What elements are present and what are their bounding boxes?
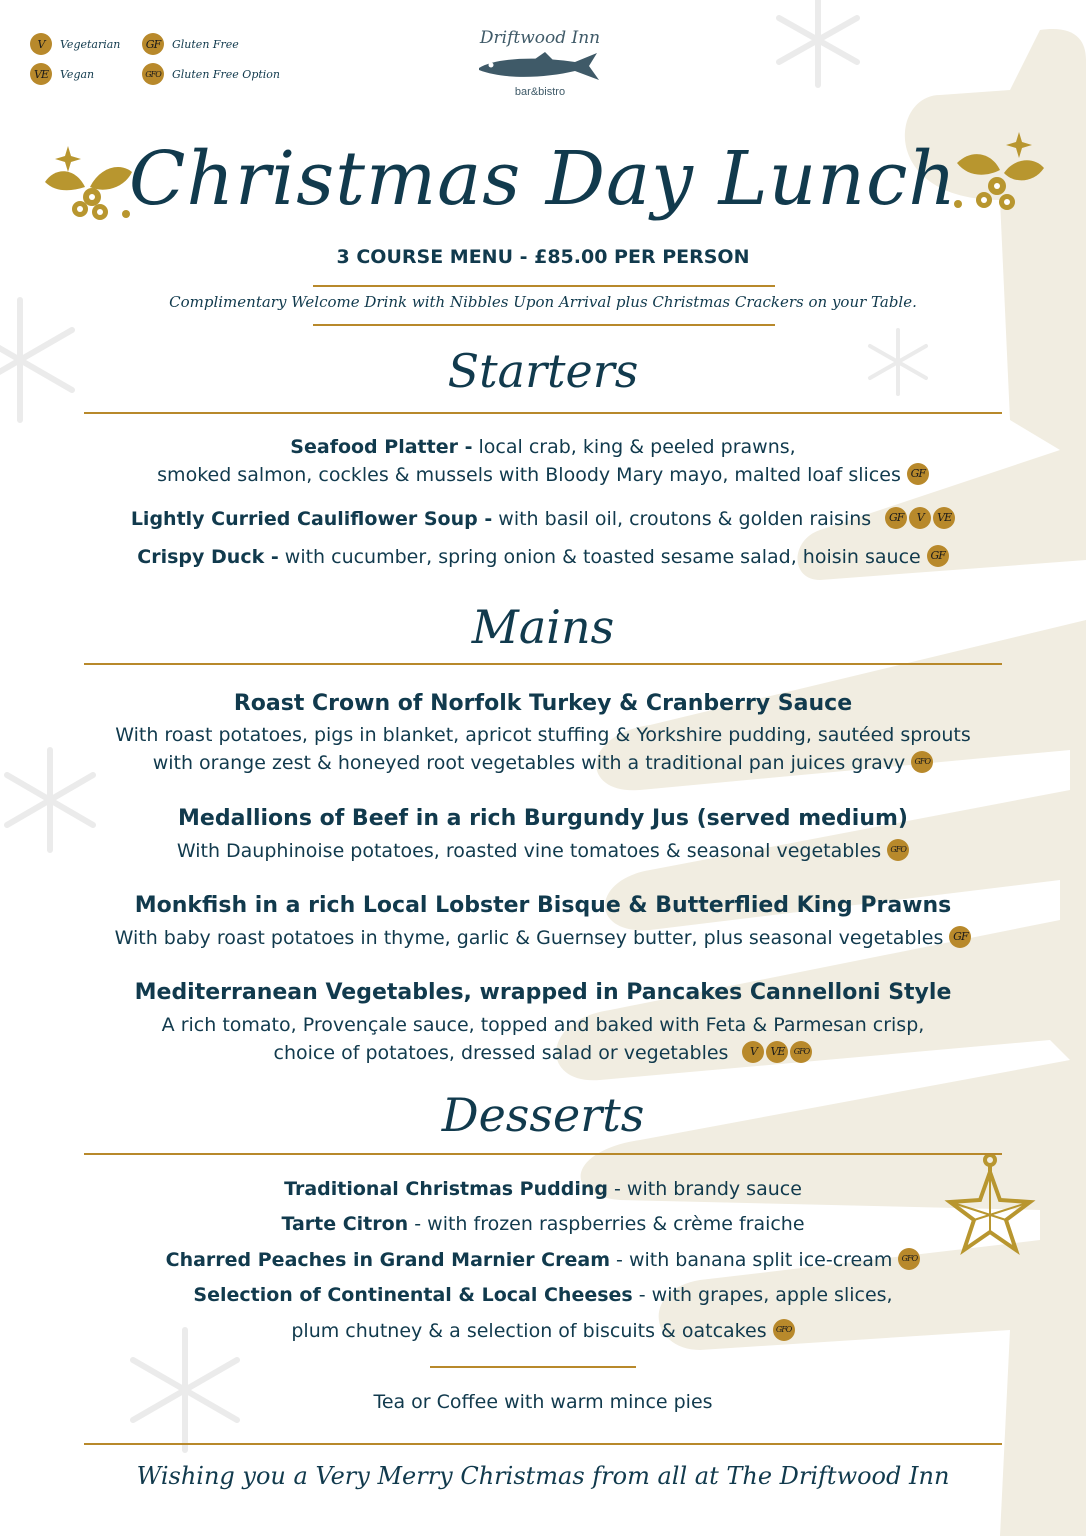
main-mediterranean-desc-cont bbox=[0, 1042, 1086, 1065]
starters-heading: Starters bbox=[447, 344, 639, 398]
section-divider bbox=[84, 1153, 1002, 1155]
dish-description: choice of potatoes, dressed salad or vegetables bbox=[273, 1042, 729, 1064]
main-monkfish-title: Monkfish in a rich Local Lobster Bisque & Butterflied King Prawns bbox=[134, 893, 952, 918]
main-turkey-desc-cont bbox=[0, 752, 1086, 775]
dish-description: with cucumber, spring onion & toasted sesame salad, hoisin sauce bbox=[278, 546, 921, 568]
main-beef-title: Medallions of Beef in a rich Burgundy Jus (served medium) bbox=[178, 806, 908, 831]
dietary-legend bbox=[30, 33, 282, 85]
vegetarian-badge-icon: V bbox=[30, 33, 52, 55]
gluten-free-badge-icon: GF bbox=[949, 926, 971, 948]
mains-heading: Mains bbox=[471, 600, 615, 654]
gluten-free-badge-icon: GF bbox=[927, 545, 949, 567]
vegetarian-badge-icon: V bbox=[742, 1041, 764, 1063]
divider bbox=[313, 285, 775, 287]
price-subtitle: 3 COURSE MENU - £85.00 PER PERSON bbox=[336, 246, 750, 268]
dish-description: with basil oil, croutons & golden raisins bbox=[492, 508, 872, 530]
dish-name: Lightly Curried Cauliflower Soup - bbox=[130, 508, 493, 530]
dessert-cheeses bbox=[0, 1284, 1086, 1306]
legend-vegetarian bbox=[30, 33, 142, 55]
starter-seafood-platter-cont bbox=[0, 464, 1086, 487]
dish-description: local crab, king & peeled prawns, bbox=[472, 436, 796, 458]
dessert-charred-peaches bbox=[0, 1249, 1086, 1272]
legend-label: Gluten Free bbox=[172, 37, 239, 51]
dish-description: plum chutney & a selection of biscuits & oatcakes bbox=[291, 1320, 767, 1342]
divider bbox=[430, 1366, 636, 1368]
dish-description: With Dauphinoise potatoes, roasted vine tomatoes & seasonal vegetables bbox=[176, 840, 882, 862]
footer-greeting: Wishing you a Very Merry Christmas from all at The Driftwood Inn bbox=[136, 1462, 950, 1490]
dish-name: Traditional Christmas Pudding bbox=[284, 1178, 608, 1200]
gluten-free-badge-icon: GF bbox=[142, 33, 164, 55]
dessert-tarte-citron bbox=[0, 1213, 1086, 1235]
dish-description: - with frozen raspberries & crème fraiche bbox=[408, 1213, 805, 1235]
gluten-free-badge-icon: GF bbox=[907, 463, 929, 485]
gluten-free-badge-icon: GF bbox=[885, 507, 907, 529]
legend-gluten-free-option bbox=[142, 63, 282, 85]
logo-name: Driftwood Inn bbox=[479, 28, 601, 48]
gluten-free-option-badge-icon: GFO bbox=[773, 1319, 795, 1341]
gluten-free-option-badge-icon: GFO bbox=[142, 63, 164, 85]
dish-name: Charred Peaches in Grand Marnier Cream bbox=[165, 1249, 611, 1271]
dish-name: Selection of Continental & Local Cheeses bbox=[193, 1284, 633, 1306]
desserts-heading: Desserts bbox=[441, 1088, 645, 1142]
logo-subtitle: bar&bistro bbox=[514, 86, 566, 98]
vegan-badge-icon: VE bbox=[933, 507, 955, 529]
legend-label: Gluten Free Option bbox=[172, 67, 281, 81]
dish-name: Crispy Duck - bbox=[137, 546, 279, 568]
page-title: Christmas Day Lunch bbox=[128, 136, 958, 222]
vegan-badge-icon: VE bbox=[30, 63, 52, 85]
welcome-tagline: Complimentary Welcome Drink with Nibbles Upon Arrival plus Christmas Crackers on your Table. bbox=[169, 293, 917, 311]
legend-vegan bbox=[30, 63, 142, 85]
driftwood-inn-logo bbox=[470, 28, 610, 98]
legend-gluten-free bbox=[142, 33, 282, 55]
section-divider bbox=[84, 412, 1002, 414]
main-mediterranean-desc: A rich tomato, Provençale sauce, topped and baked with Feta & Parmesan crisp, bbox=[161, 1014, 925, 1036]
divider bbox=[313, 324, 775, 326]
legend-label: Vegan bbox=[60, 67, 95, 81]
dish-description: - with brandy sauce bbox=[607, 1178, 802, 1200]
dish-description: - with grapes, apple slices, bbox=[632, 1284, 893, 1306]
section-divider bbox=[84, 663, 1002, 665]
dessert-christmas-pudding bbox=[0, 1178, 1086, 1200]
vegan-badge-icon: VE bbox=[766, 1041, 788, 1063]
dish-description: with orange zest & honeyed root vegetables with a traditional pan juices gravy bbox=[152, 752, 906, 774]
fish-icon bbox=[475, 50, 605, 84]
section-divider bbox=[84, 1443, 1002, 1445]
dish-description: - with banana split ice-cream bbox=[610, 1249, 893, 1271]
gluten-free-option-badge-icon: GFO bbox=[898, 1248, 920, 1270]
dish-description: With baby roast potatoes in thyme, garlic & Guernsey butter, plus seasonal vegetables bbox=[114, 927, 944, 949]
main-mediterranean-title: Mediterranean Vegetables, wrapped in Pancakes Cannelloni Style bbox=[134, 980, 952, 1005]
starter-cauliflower-soup bbox=[0, 508, 1086, 531]
starter-crispy-duck bbox=[0, 546, 1086, 569]
dish-description: smoked salmon, cockles & mussels with Bloody Mary mayo, malted loaf slices bbox=[157, 464, 901, 486]
dessert-cheeses-cont bbox=[0, 1320, 1086, 1343]
main-turkey-desc: With roast potatoes, pigs in blanket, apricot stuffing & Yorkshire pudding, sautéed sprouts bbox=[115, 724, 971, 746]
legend-label: Vegetarian bbox=[60, 37, 121, 51]
vegetarian-badge-icon: V bbox=[909, 507, 931, 529]
dish-name: Tarte Citron bbox=[281, 1213, 409, 1235]
starter-seafood-platter bbox=[0, 436, 1086, 458]
gluten-free-option-badge-icon: GFO bbox=[911, 751, 933, 773]
main-beef-desc bbox=[0, 840, 1086, 863]
dish-name: Seafood Platter - bbox=[290, 436, 473, 458]
gluten-free-option-badge-icon: GFO bbox=[887, 839, 909, 861]
main-monkfish-desc bbox=[0, 927, 1086, 950]
gluten-free-option-badge-icon: GFO bbox=[790, 1041, 812, 1063]
main-turkey-title: Roast Crown of Norfolk Turkey & Cranberry Sauce bbox=[233, 691, 853, 716]
tea-coffee-note: Tea or Coffee with warm mince pies bbox=[373, 1391, 713, 1413]
